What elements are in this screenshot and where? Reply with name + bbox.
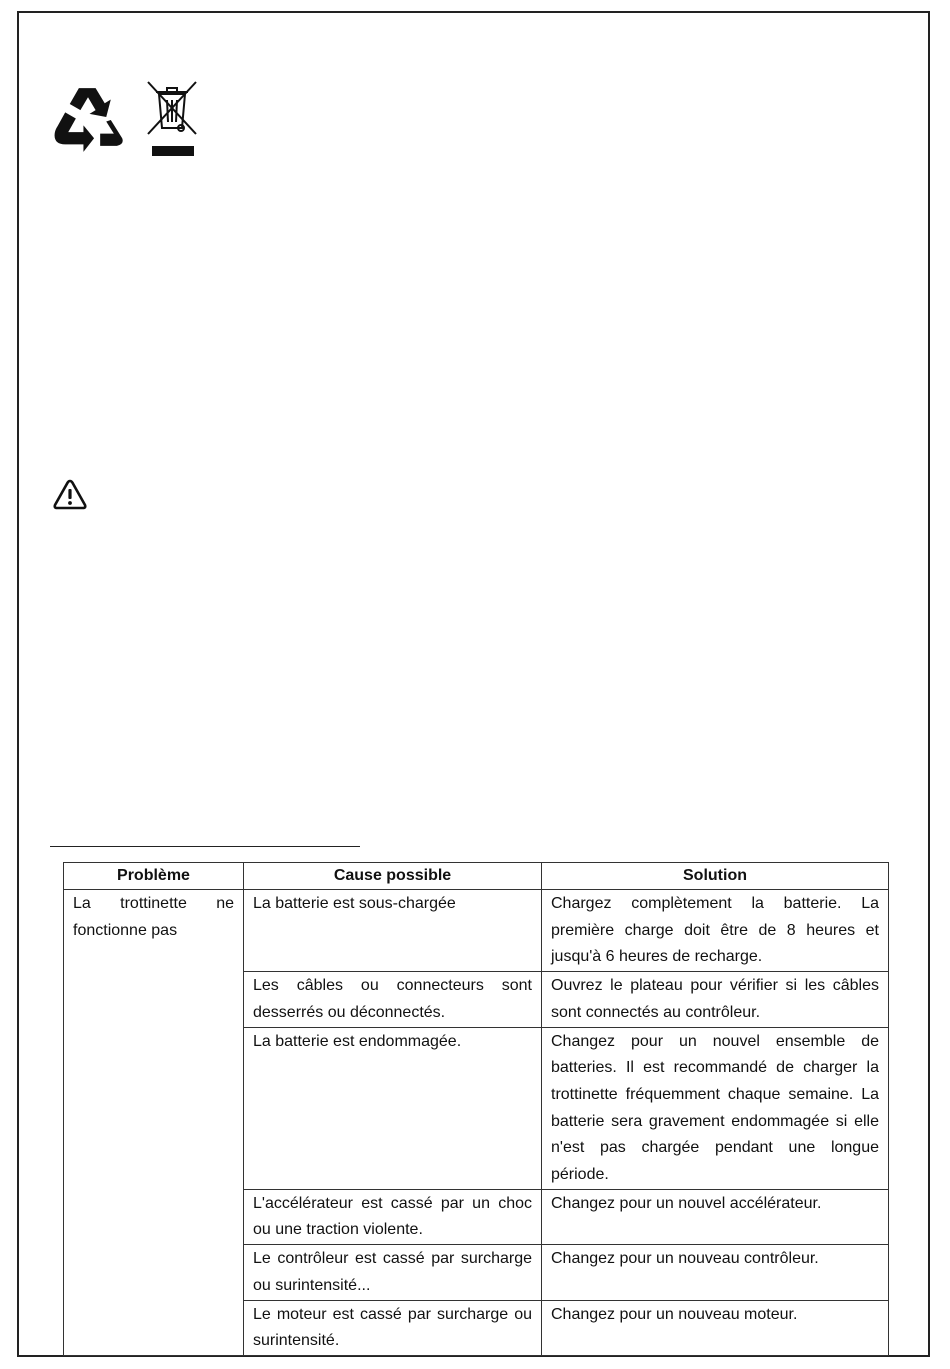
crossed-out-bin-icon — [145, 80, 199, 158]
header-problem: Problème — [64, 863, 244, 890]
table-row — [64, 890, 889, 972]
solution-cell: Changez pour un nouvel accélérateur. — [542, 1189, 889, 1244]
cause-cell: La batterie est sous-chargée — [244, 890, 542, 972]
solution-cell: Changez pour un nouveau contrôleur. — [542, 1245, 889, 1300]
warning-icon — [52, 478, 88, 512]
header-cause: Cause possible — [244, 863, 542, 890]
cause-cell: Les câbles ou connecteurs sont desserrés ou déconnectés. — [244, 972, 542, 1027]
table-header-row — [64, 863, 889, 890]
section-heading-underline — [50, 846, 360, 847]
cause-cell: L'accélérateur est cassé par un choc ou une traction violente. — [244, 1189, 542, 1244]
cause-cell: Le moteur est cassé par surcharge ou surintensité. — [244, 1300, 542, 1355]
solution-cell: Changez pour un nouveau moteur. — [542, 1300, 889, 1355]
cause-cell: La batterie est endommagée. — [244, 1027, 542, 1189]
solution-cell: Ouvrez le plateau pour vérifier si les câbles sont connectés au contrôleur. — [542, 972, 889, 1027]
header-solution: Solution — [542, 863, 889, 890]
troubleshooting-table — [63, 862, 889, 1356]
cause-cell: Le contrôleur est cassé par surcharge ou surintensité... — [244, 1245, 542, 1300]
solution-cell: Chargez complètement la batterie. La première charge doit être de 8 heures et jusqu'à 6 heures de recharge. — [542, 890, 889, 972]
problem-cell: La trottinette ne fonctionne pas — [64, 890, 244, 1356]
recycle-icon — [50, 82, 126, 158]
solution-cell: Changez pour un nouvel ensemble de batteries. Il est recommandé de charger la trottinette fréquemment chaque semaine. La batterie sera gravement endommagée si elle n'est pas chargée pendant une longue période. — [542, 1027, 889, 1189]
